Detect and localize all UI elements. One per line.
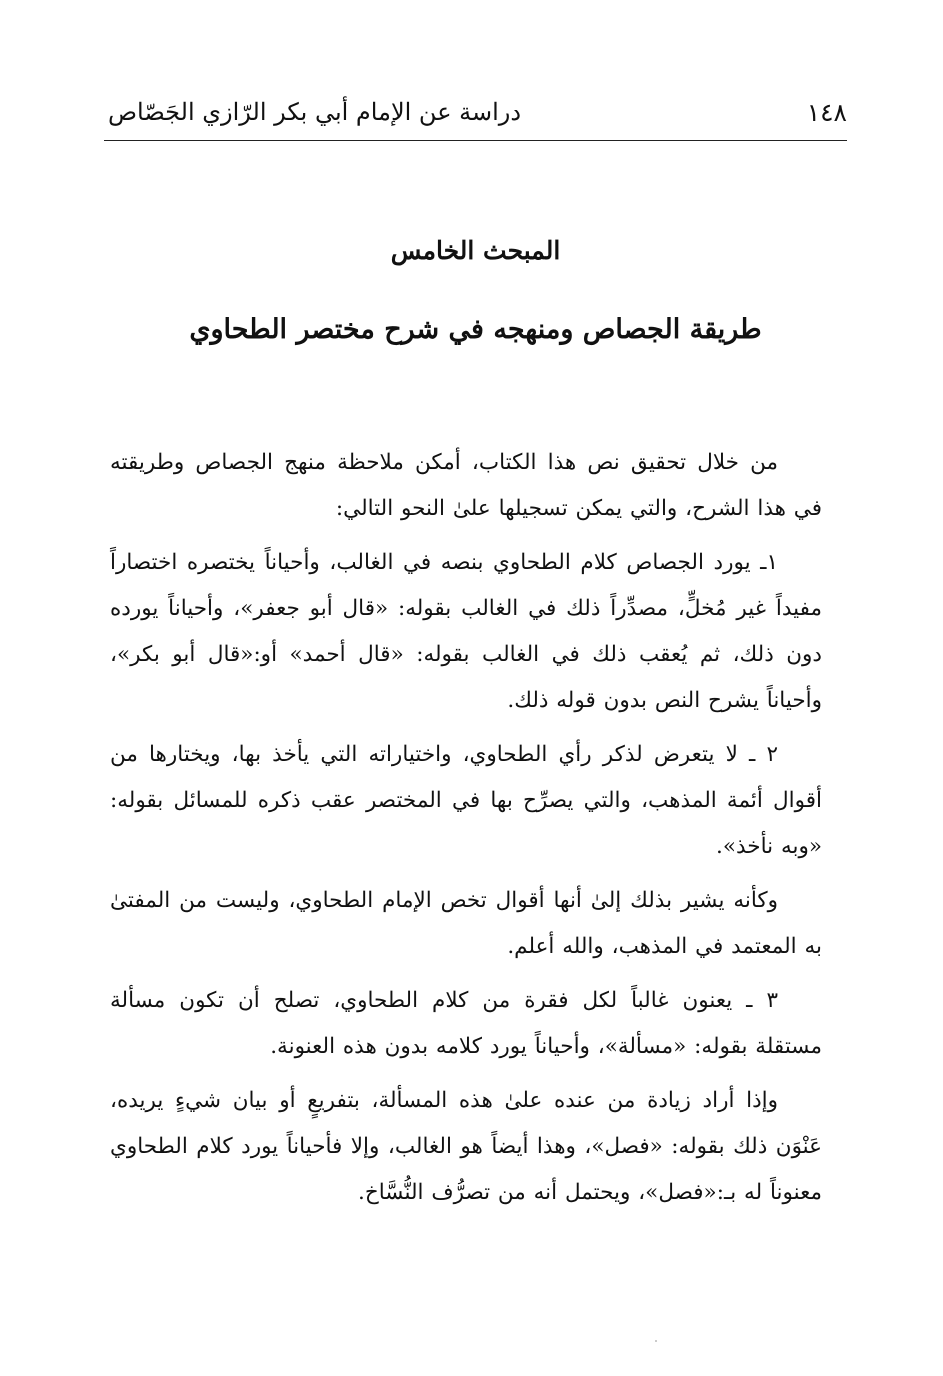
body-text xyxy=(110,440,822,1224)
running-title: دراسة عن الإمام أبي بكر الرّازي الجَصّاص xyxy=(108,98,522,126)
paragraph-point-3: ٣ ـ يعنون غالباً لكل فقرة من كلام الطحاوي، تصلح أن تكون مسألة مستقلة بقوله: «مسألة»، وأحياناً يورد كلامه بدون هذه العنونة. xyxy=(110,988,822,1059)
section-label: المبحث الخامس xyxy=(390,236,561,265)
paragraph-point-2: ٢ ـ لا يتعرض لذكر رأي الطحاوي، واختياراته التي يأخذ بها، ويختارها من أقوال أئمة المذهب، والتي يصرِّح بها في المختصر عقب ذكره للمسائل بقوله: «وبه نأخذ». xyxy=(110,742,822,859)
scan-speck xyxy=(655,1340,657,1342)
page-number: ١٤٨ xyxy=(806,98,847,127)
paragraph-point-3-note: وإذا أراد زيادة من عنده علىٰ هذه المسألة، بتفريعٍ أو بيان شيءٍ يريده، عَنْوَن ذلك بقوله: «فصل»، وهذا أيضاً هو الغالب، وإلا فأحياناً يورد كلام الطحاوي معنوناً له بـ:«فصل»، ويحتمل أنه من تصرُّف النُّسَّاخ. xyxy=(110,1088,822,1205)
section-title: طريقة الجصاص ومنهجه في شرح مختصر الطحاوي xyxy=(189,314,762,345)
paragraph-point-1: ١ـ يورد الجصاص كلام الطحاوي بنصه في الغالب، وأحياناً يختصره اختصاراً مفيداً غير مُخلٍّ، مصدِّراً ذلك في الغالب بقوله: «قال أبو جعفر»، وأحياناً يورده دون ذلك، ثم يُعقب ذلك في الغالب بقوله: «قال أحمد» أو:«قال أبو بكر»، وأحياناً يشرح النص بدون قوله ذلك. xyxy=(110,550,822,713)
paragraph-intro: من خلال تحقيق نص هذا الكتاب، أمكن ملاحظة منهج الجصاص وطريقته في هذا الشرح، والتي يمكن تسجيلها علىٰ النحو التالي: xyxy=(110,450,822,521)
page-header xyxy=(104,92,847,141)
paragraph-point-2-note: وكأنه يشير بذلك إلىٰ أنها أقوال تخص الإمام الطحاوي، وليست من المفتىٰ به المعتمد في المذهب، والله أعلم. xyxy=(110,888,822,959)
